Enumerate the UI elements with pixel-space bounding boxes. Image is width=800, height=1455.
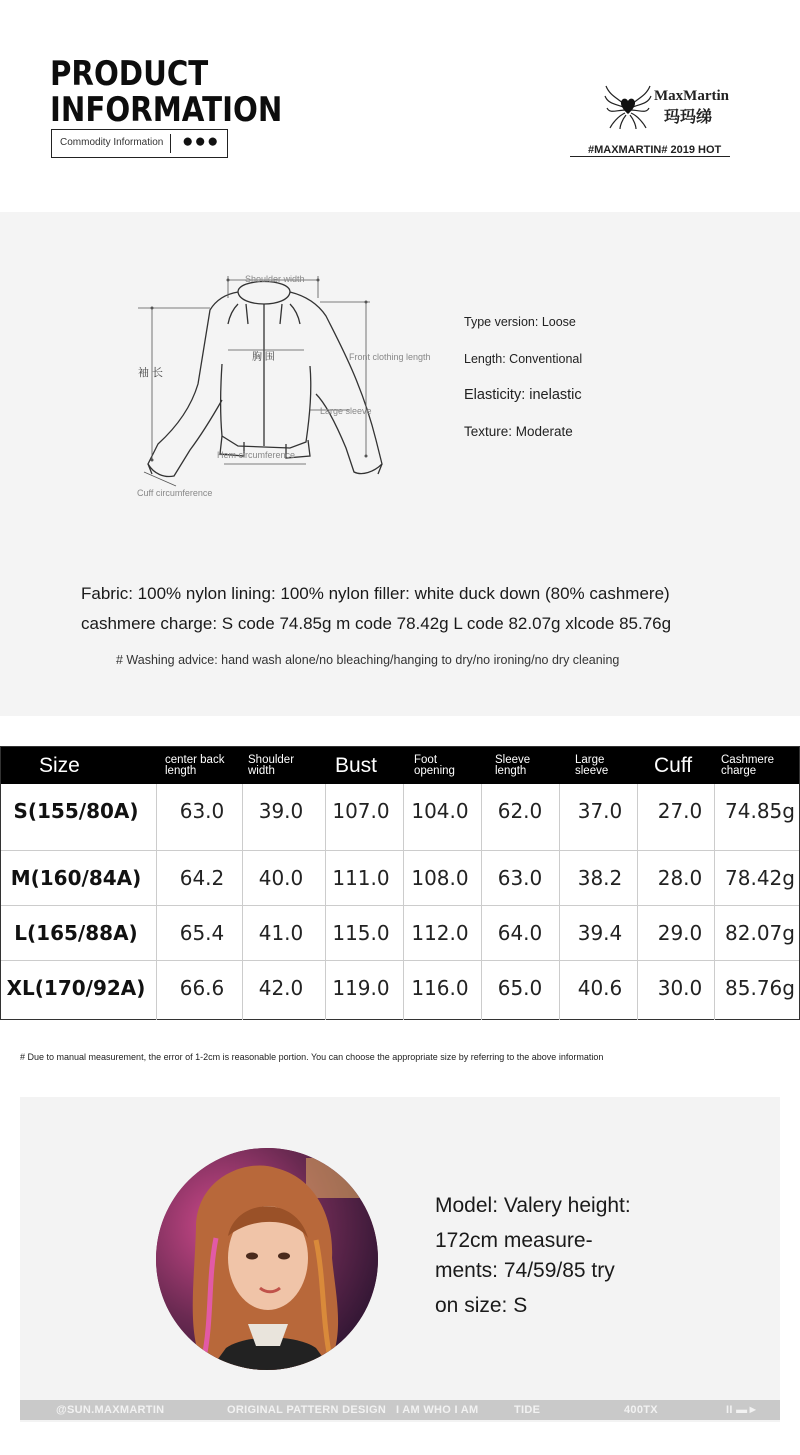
- header-shoulder-width: [248, 755, 294, 777]
- header-shoulder-line2: width: [248, 765, 275, 777]
- table-cell: 119.0: [332, 976, 390, 1000]
- model-line-2: 172cm measure-: [435, 1229, 593, 1252]
- header-center-back-line1: center back: [165, 754, 225, 766]
- header: [0, 0, 800, 212]
- header-large-sleeve: [575, 755, 608, 777]
- measurement-note: # Due to manual measurement, the error of 1-2cm is reasonable portion. You can choose the appropriate size by referring to the above information: [20, 1052, 604, 1062]
- table-row: [1, 784, 799, 839]
- header-large-line2: sleeve: [575, 765, 609, 777]
- fabric-line-2: cashmere charge: S code 74.85g m code 78.42g L code 82.07g xlcode 85.76g: [81, 614, 672, 633]
- header-sleeve-line1: Sleeve: [495, 754, 531, 766]
- table-cell: 85.76g: [725, 976, 795, 1000]
- footer-pattern-design: ORIGINAL PATTERN DESIGN: [227, 1404, 387, 1416]
- table-cell: 40.0: [258, 866, 304, 890]
- table-cell: 78.42g: [725, 866, 795, 890]
- table-cell: 115.0: [332, 921, 390, 945]
- table-cell: 82.07g: [725, 921, 795, 945]
- header-size: Size: [39, 754, 80, 777]
- table-cell: 66.6: [179, 976, 225, 1000]
- brand-name: MaxMartin: [654, 88, 729, 104]
- table-cell: 41.0: [258, 921, 304, 945]
- table-cell: 111.0: [332, 866, 390, 890]
- header-large-line1: Large: [575, 754, 605, 766]
- header-cashmere-line2: charge: [721, 765, 757, 777]
- jacket-measurement-diagram: [130, 264, 460, 514]
- table-cell: 39.4: [577, 921, 623, 945]
- header-foot-line1: Foot: [414, 754, 438, 766]
- footer-tide: TIDE: [514, 1404, 541, 1416]
- table-cell: 104.0: [411, 799, 469, 823]
- front-length-label: Front clothing length: [349, 352, 431, 362]
- attr-type-version: Type version: Loose: [464, 315, 576, 329]
- size-cell: L(165/88A): [14, 921, 138, 945]
- footer-strip: [20, 1400, 780, 1420]
- table-cell: 30.0: [657, 976, 703, 1000]
- table-cell: 37.0: [577, 799, 623, 823]
- sleeve-length-label: 袖 长: [138, 367, 164, 379]
- brand-underline: [570, 156, 730, 157]
- attr-length: Length: Conventional: [464, 352, 583, 366]
- table-row: [1, 850, 799, 905]
- header-foot-opening: [414, 755, 455, 777]
- header-sleeve-length: [495, 755, 530, 777]
- model-photo: [156, 1148, 378, 1370]
- table-cell: 116.0: [411, 976, 469, 1000]
- washing-advice: # Washing advice: hand wash alone/no bleaching/hanging to dry/no ironing/no dry cleaning: [116, 653, 620, 667]
- table-cell: 112.0: [411, 921, 469, 945]
- model-line-4: on size: S: [435, 1294, 528, 1317]
- title-line-1: PRODUCT: [50, 54, 209, 94]
- header-sleeve-line2: length: [495, 765, 527, 777]
- commodity-info-divider: [170, 134, 171, 153]
- footer-code: 400TX: [624, 1404, 658, 1416]
- table-cell: 40.6: [577, 976, 623, 1000]
- table-cell: 39.0: [258, 799, 304, 823]
- model-section: [20, 1097, 780, 1422]
- brand-name-chinese: 玛玛绨: [664, 107, 713, 126]
- table-cell: 74.85g: [725, 799, 795, 823]
- page-title: [50, 56, 282, 128]
- bust-label: 胸 围: [252, 352, 275, 363]
- table-cell: 27.0: [657, 799, 703, 823]
- table-cell: 29.0: [657, 921, 703, 945]
- product-info-section: [0, 212, 800, 716]
- attr-texture: Texture: Moderate: [464, 424, 573, 439]
- dots-icon: ●●●: [182, 131, 220, 152]
- header-bust: Bust: [335, 754, 378, 777]
- header-cuff: Cuff: [654, 754, 693, 777]
- table-cell: 108.0: [411, 866, 469, 890]
- table-cell: 38.2: [577, 866, 623, 890]
- model-line-1: Model: Valery height:: [435, 1194, 631, 1217]
- table-cell: 65.0: [497, 976, 543, 1000]
- model-line-3: ments: 74/59/85 try: [435, 1259, 615, 1282]
- attr-elasticity: Elasticity: inelastic: [464, 387, 582, 403]
- table-cell: 63.0: [179, 799, 225, 823]
- table-cell: 64.0: [497, 921, 543, 945]
- title-line-2: INFORMATION: [50, 90, 283, 130]
- header-center-back-length: [165, 755, 224, 777]
- model-portrait-icon: [156, 1148, 378, 1370]
- table-cell: 42.0: [258, 976, 304, 1000]
- header-center-back-line2: length: [165, 765, 197, 777]
- header-cashmere-charge: [721, 755, 774, 777]
- table-cell: 65.4: [179, 921, 225, 945]
- table-cell: 28.0: [657, 866, 703, 890]
- size-cell: M(160/84A): [10, 866, 142, 890]
- size-table: [0, 746, 800, 1020]
- fabric-line-1: Fabric: 100% nylon lining: 100% nylon filler: white duck down (80% cashmere): [81, 584, 670, 603]
- table-cell: 107.0: [332, 799, 390, 823]
- table-cell: 63.0: [497, 866, 543, 890]
- size-cell: S(155/80A): [13, 799, 139, 823]
- footer-slogan: I AM WHO I AM: [396, 1404, 479, 1416]
- table-header: [1, 747, 799, 784]
- header-shoulder-line1: Shoulder: [248, 754, 295, 766]
- brand-wings-logo-icon: [604, 80, 652, 130]
- brand-tag: #MAXMARTIN# 2019 HOT: [588, 144, 722, 156]
- footer-handle: @SUN.MAXMARTIN: [56, 1404, 165, 1416]
- table-row: [1, 960, 799, 1015]
- size-cell: XL(170/92A): [6, 976, 146, 1000]
- table-cell: 62.0: [497, 799, 543, 823]
- commodity-info-box: [51, 129, 228, 158]
- table-row: [1, 905, 799, 960]
- shoulder-width-label: Shoulder width: [245, 274, 305, 284]
- large-sleeve-label: Large sleeve: [320, 406, 372, 416]
- hem-label: Hem circumference: [217, 450, 296, 460]
- cuff-label: Cuff circumference: [137, 488, 213, 498]
- commodity-info-label: Commodity Information: [60, 137, 164, 148]
- table-cell: 64.2: [179, 866, 225, 890]
- footer-arrow-icon: II ▬►: [726, 1404, 759, 1416]
- header-foot-line2: opening: [414, 765, 455, 777]
- header-cashmere-line1: Cashmere: [721, 754, 775, 766]
